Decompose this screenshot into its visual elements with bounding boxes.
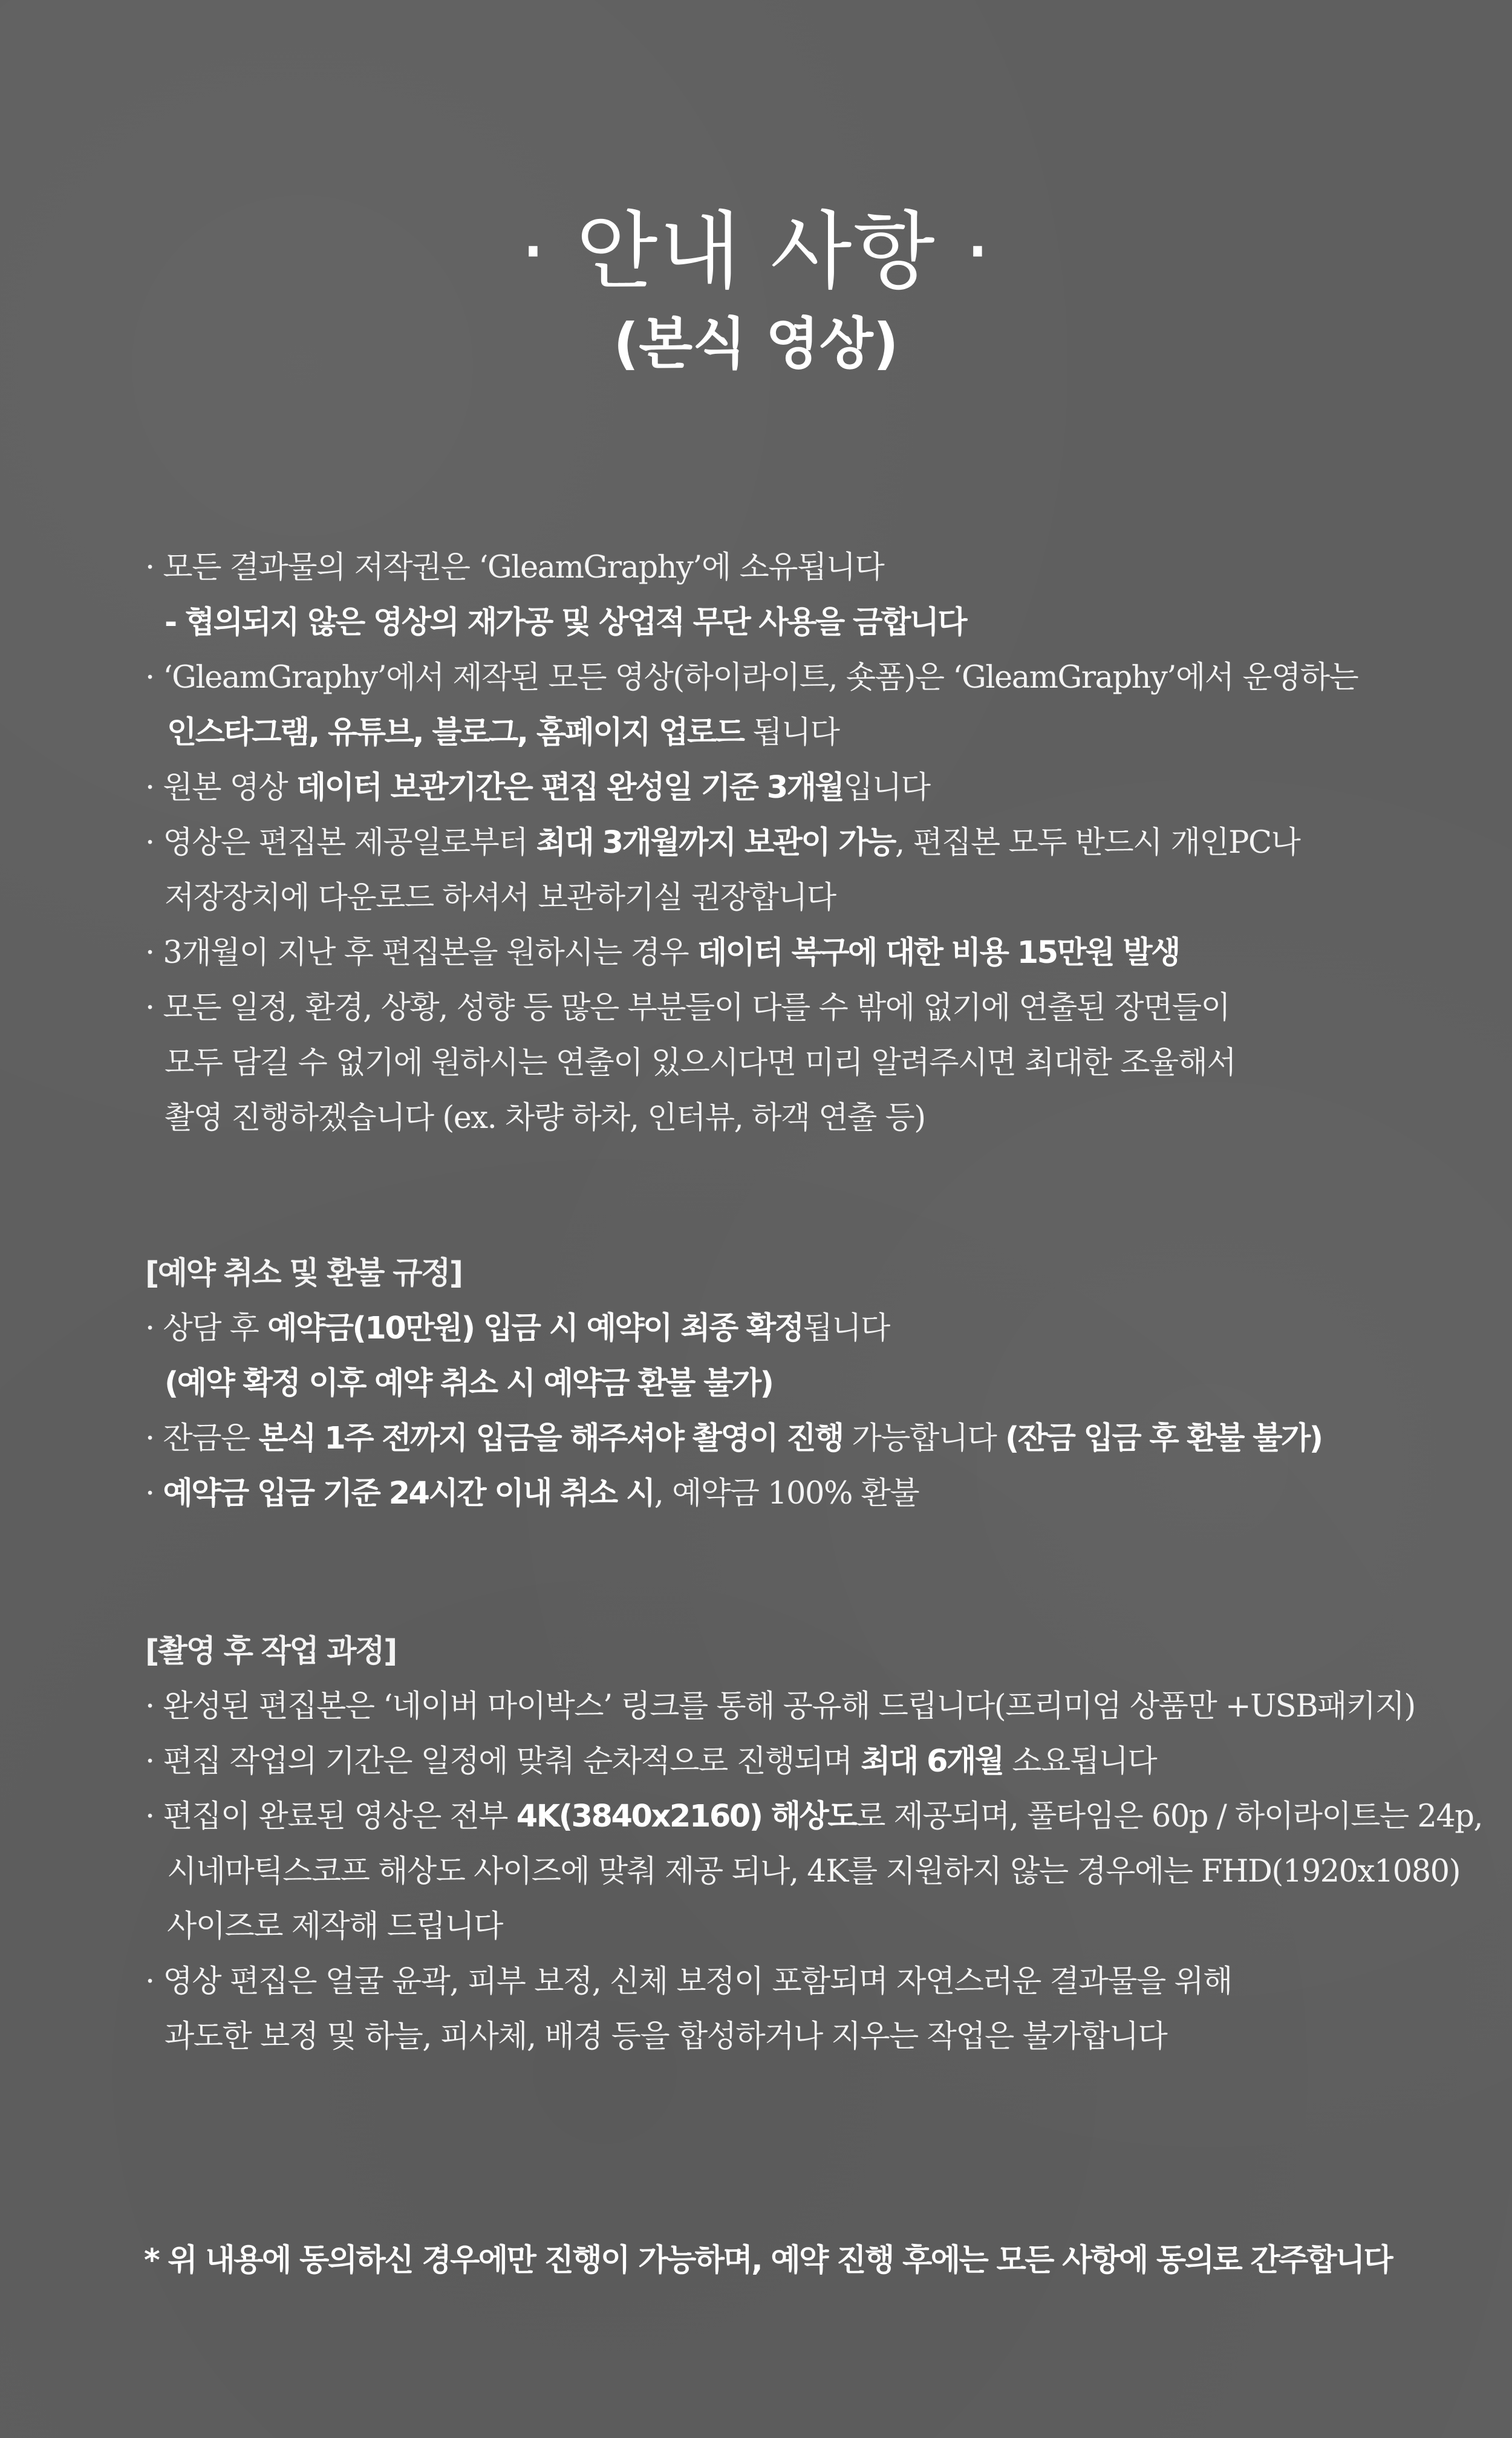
notice-line-direction-3: 촬영 진행하겠습니다 (ex. 차량 하차, 인터뷰, 하객 연출 등) <box>165 1100 925 1136</box>
notice-line-recovery-fee: · 3개월이 지난 후 편집본을 원하시는 경우 데이터 복구에 대한 비용 15만원 발생 <box>145 935 1179 971</box>
refund-line-no-refund: (예약 확정 이후 예약 취소 시 예약금 환불 불가) <box>165 1366 773 1401</box>
agreement-footnote: * 위 내용에 동의하신 경우에만 진행이 가능하며, 예약 진행 후에는 모든 사항에 동의로 간주합니다 <box>144 2243 1392 2278</box>
notice-line-upload-channels: 인스타그램, 유튜브, 블로그, 홈페이지 업로드 됩니다 <box>167 715 839 751</box>
notice-line-storage: · 영상은 편집본 제공일로부터 최대 3개월까지 보관이 가능, 편집본 모두 반드시 개인PC나 <box>145 825 1300 861</box>
post-production-heading: [촬영 후 작업 과정] <box>145 1634 396 1669</box>
page-title: · 안내 사항 · <box>520 203 992 301</box>
notice-line-no-reuse: - 협의되지 않은 영상의 재가공 및 상업적 무단 사용을 금합니다 <box>165 605 966 640</box>
process-line-duration: · 편집 작업의 기간은 일정에 맞춰 순차적으로 진행되며 최대 6개월 소요됩니다 <box>145 1744 1157 1779</box>
process-line-resolution: · 편집이 완료된 영상은 전부 4K(3840x2160) 해상도로 제공되며, 풀타임은 60p / 하이라이트는 24p, <box>145 1799 1483 1834</box>
process-line-retouch-2: 과도한 보정 및 하늘, 피사체, 배경 등을 합성하거나 지우는 작업은 불가합니다 <box>165 2019 1167 2055</box>
refund-line-24h: · 예약금 입금 기준 24시간 이내 취소 시, 예약금 100% 환불 <box>145 1476 919 1511</box>
post-production-section <box>145 1624 1483 2064</box>
notice-line-retention: · 원본 영상 데이터 보관기간은 편집 완성일 기준 3개월입니다 <box>145 770 930 806</box>
notice-line-storage-advice: 저장장치에 다운로드 하셔서 보관하기실 권장합니다 <box>165 880 836 916</box>
notice-line-direction-1: · 모든 일정, 환경, 상황, 성향 등 많은 부분들이 다를 수 밖에 없기에 연출된 장면들이 <box>145 990 1230 1026</box>
refund-line-balance: · 잔금은 본식 1주 전까지 입금을 해주셔야 촬영이 진행 가능합니다 (잔금 입금 후 환불 불가) <box>145 1421 1322 1456</box>
page-subtitle: (본식 영상) <box>613 311 899 376</box>
process-line-retouch-1: · 영상 편집은 얼굴 윤곽, 피부 보정, 신체 보정이 포함되며 자연스러운 결과물을 위해 <box>145 1964 1232 2000</box>
refund-policy-heading: [예약 취소 및 환불 규정] <box>145 1256 462 1291</box>
notice-line-upload: · ‘GleamGraphy’에서 제작된 모든 영상(하이라이트, 숏폼)은 ‘GleamGraphy’에서 운영하는 <box>145 660 1358 696</box>
refund-line-deposit: · 상담 후 예약금(10만원) 입금 시 예약이 최종 확정됩니다 <box>145 1311 890 1346</box>
notice-line-copyright: · 모든 결과물의 저작권은 ‘GleamGraphy’에 소유됩니다 <box>145 550 884 585</box>
process-line-resolution-2: 시네마틱스코프 해상도 사이즈에 맞춰 제공 되나, 4K를 지원하지 않는 경우에는 FHD(1920x1080) <box>167 1854 1461 1889</box>
general-notice-section <box>145 540 1391 1146</box>
process-line-delivery: · 완성된 편집본은 ‘네이버 마이박스’ 링크를 통해 공유해 드립니다(프리미엄 상품만 +USB패키지) <box>145 1689 1415 1724</box>
notice-line-direction-2: 모두 담길 수 없기에 원하시는 연출이 있으시다면 미리 알려주시면 최대한 조율해서 <box>165 1045 1236 1081</box>
refund-policy-section <box>145 1246 1391 1521</box>
process-line-resolution-3: 사이즈로 제작해 드립니다 <box>167 1909 503 1944</box>
title-block <box>0 203 1512 376</box>
